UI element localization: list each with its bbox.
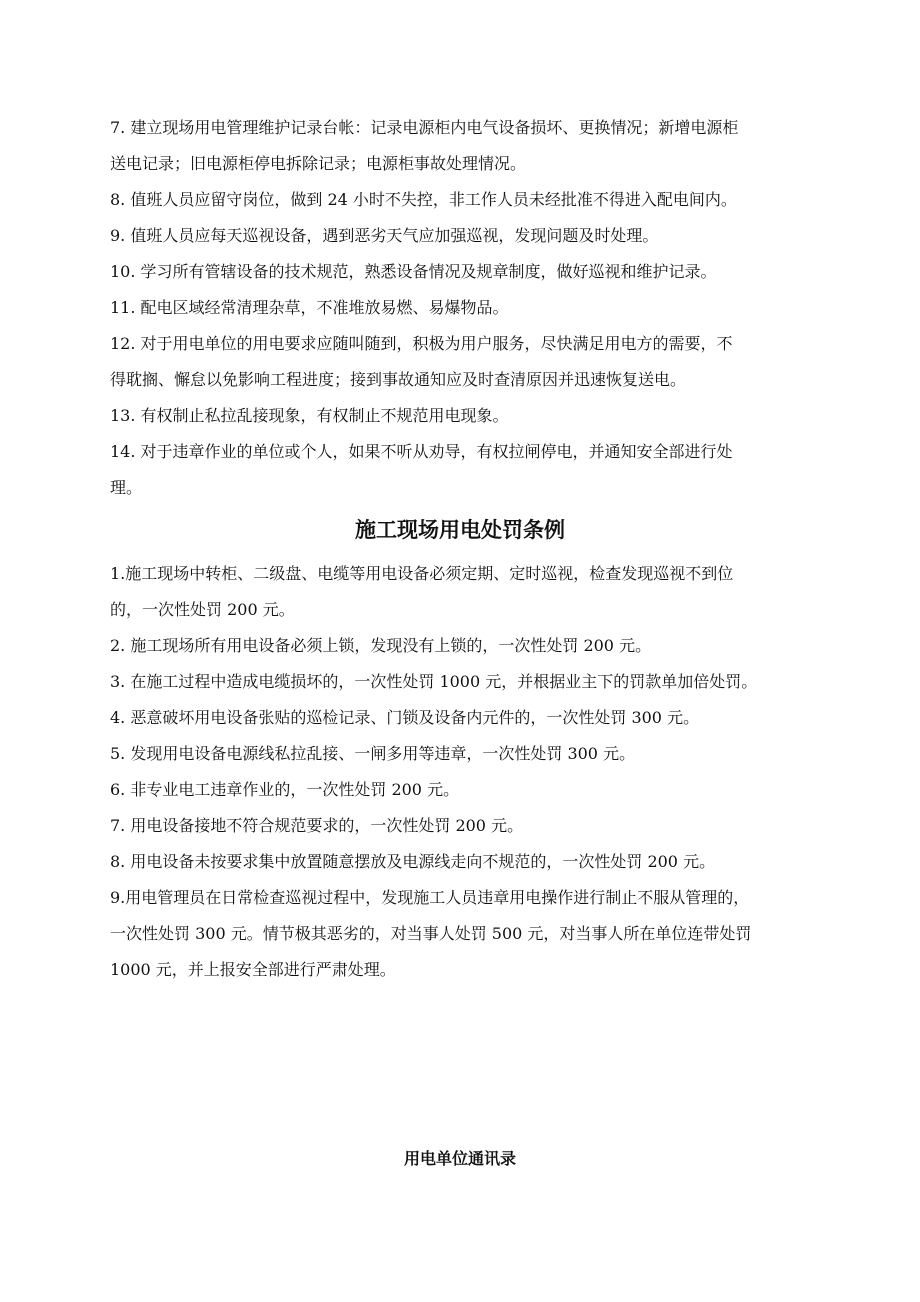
penalty-item-line: 2. 施工现场所有用电设备必须上锁，发现没有上锁的，一次性处罚 200 元。: [110, 636, 652, 655]
duty-item: [110, 254, 840, 290]
penalty-item: [110, 880, 840, 988]
directory-title: 用电单位通讯录: [403, 1149, 516, 1168]
penalty-item-line: 8. 用电设备未按要求集中放置随意摆放及电源线走向不规范的，一次性处罚 200 元。: [110, 852, 716, 871]
duty-item-line: 9. 值班人员应每天巡视设备，遇到恶劣天气应加强巡视，发现问题及时处理。: [110, 226, 659, 245]
penalty-item: [110, 844, 840, 880]
duty-list: [110, 110, 840, 506]
penalty-item-line: 1.施工现场中转柜、二级盘、电缆等用电设备必须定期、定时巡视，检查发现巡视不到位: [110, 564, 734, 583]
penalty-item: [110, 628, 840, 664]
duty-item-line: 8. 值班人员应留守岗位，做到 24 小时不失控，非工作人员未经批准不得进入配电间内。: [110, 190, 737, 209]
duty-item-line: 7. 建立现场用电管理维护记录台帐：记录电源柜内电气设备损坏、更换情况；新增电源柜: [110, 118, 739, 137]
penalty-item: [110, 700, 840, 736]
penalty-item-line: 6. 非专业电工违章作业的，一次性处罚 200 元。: [110, 780, 460, 799]
penalty-item-line: 1000 元，并上报安全部进行严肃处理。: [110, 960, 396, 979]
duty-item-line: 得耽搁、懈怠以免影响工程进度；接到事故通知应及时查清原因并迅速恢复送电。: [110, 370, 687, 389]
penalty-item-line: 一次性处罚 300 元。情节极其恶劣的，对当事人处罚 500 元，对当事人所在单位连带处罚: [110, 924, 752, 943]
penalty-item-line: 3. 在施工过程中造成电缆损坏的，一次性处罚 1000 元，并根据业主下的罚款单加倍处罚。: [110, 672, 758, 691]
duty-item: [110, 398, 840, 434]
duty-item-line: 送电记录；旧电源柜停电拆除记录；电源柜事故处理情况。: [110, 154, 527, 173]
penalty-item-line: 的，一次性处罚 200 元。: [110, 600, 295, 619]
penalty-item: [110, 808, 840, 844]
duty-item: [110, 218, 840, 254]
duty-item: [110, 290, 840, 326]
duty-item-line: 11. 配电区域经常清理杂草，不准堆放易燃、易爆物品。: [110, 298, 509, 317]
penalty-item-line: 4. 恶意破坏用电设备张贴的巡检记录、门锁及设备内元件的，一次性处罚 300 元。: [110, 708, 700, 727]
duty-item: [110, 110, 840, 182]
duty-item-line: 14. 对于违章作业的单位或个人，如果不听从劝导，有权拉闸停电，并通知安全部进行处: [110, 442, 733, 461]
penalty-item-line: 7. 用电设备接地不符合规范要求的，一次性处罚 200 元。: [110, 816, 524, 835]
duty-item: [110, 434, 840, 506]
duty-item-line: 12. 对于用电单位的用电要求应随叫随到，积极为用户服务，尽快满足用电方的需要，不: [110, 334, 733, 353]
penalty-list: [110, 556, 840, 988]
penalty-item: [110, 664, 840, 700]
penalty-item-line: 9.用电管理员在日常检查巡视过程中，发现施工人员违章用电操作进行制止不服从管理的，: [110, 888, 750, 907]
duty-item-line: 10. 学习所有管辖设备的技术规范，熟悉设备情况及规章制度，做好巡视和维护记录。: [110, 262, 717, 281]
penalty-item-line: 5. 发现用电设备电源线私拉乱接、一闸多用等违章，一次性处罚 300 元。: [110, 744, 636, 763]
duty-item-line: 理。: [110, 478, 143, 497]
duty-item-line: 13. 有权制止私拉乱接现象，有权制止不规范用电现象。: [110, 406, 509, 425]
duty-item: [110, 326, 840, 398]
penalty-item: [110, 772, 840, 808]
duty-item: [110, 182, 840, 218]
penalty-section-title: 施工现场用电处罚条例: [355, 518, 565, 542]
penalty-item: [110, 736, 840, 772]
penalty-item: [110, 556, 840, 628]
